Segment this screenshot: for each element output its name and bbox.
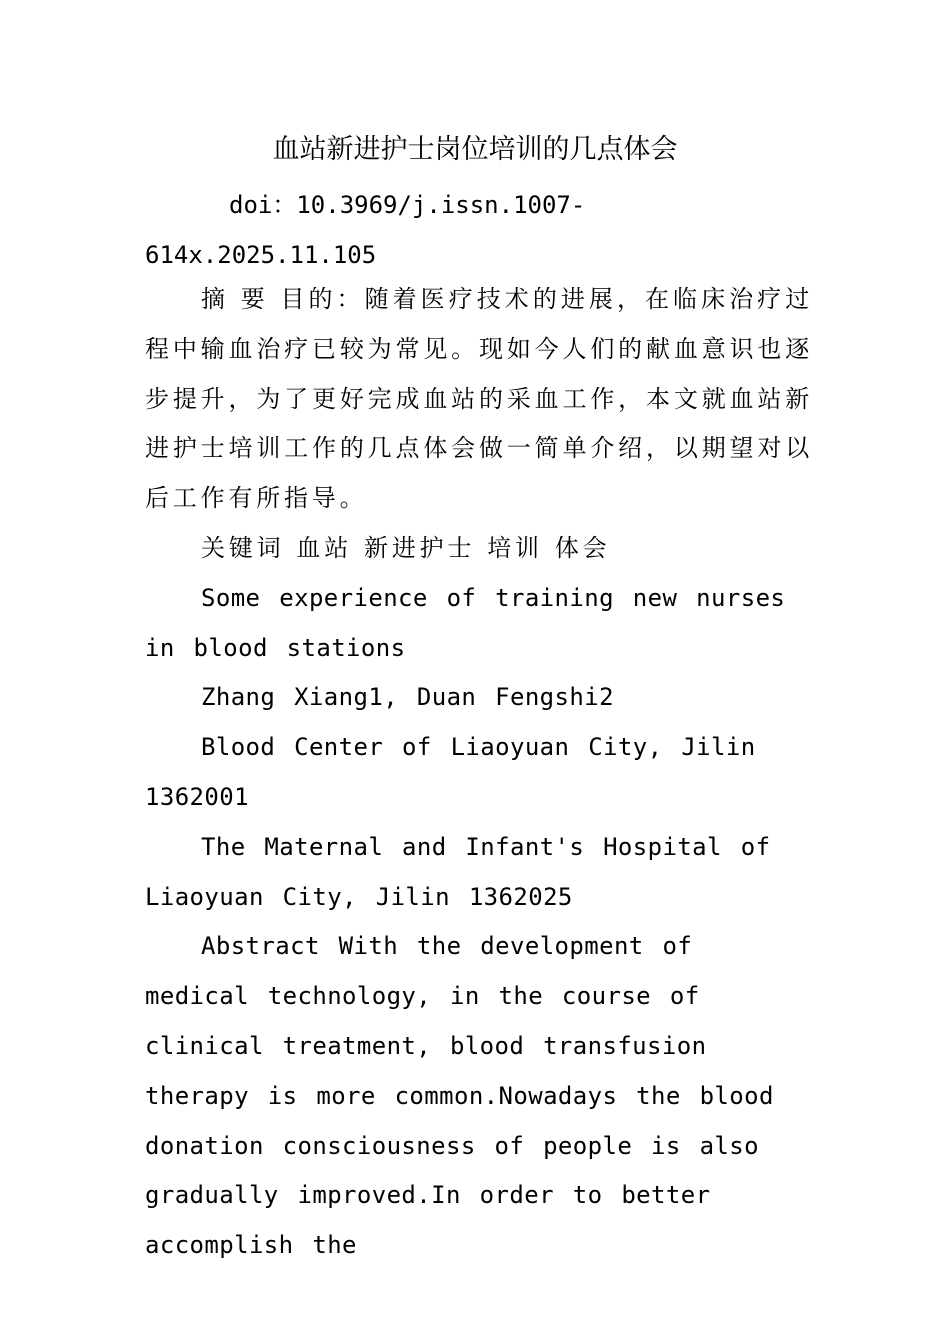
affiliation-2: The Maternal and Infant's Hospital of Liaoyuan City, Jilin 1362025 (145, 832, 771, 911)
abstract-en-label: Abstract (201, 932, 320, 961)
keywords-cn (145, 524, 813, 574)
affiliation-1: Blood Center of Liaoyuan City, Jilin 1362001 (145, 733, 756, 811)
document-title: 血站新进护士岗位培训的几点体会 (272, 134, 678, 165)
keyword: 血站 (296, 533, 353, 562)
abstract-cn-text: 目的：随着医疗技术的进展，在临床治疗过程中输血治疗已较为常见。现如今人们的献血意识也逐步提升，为了更好完成血站的采血工作，本文就血站新进护士培训工作的几点体会做一简单介绍，以期望对以后工作有所指导。 (145, 285, 813, 513)
abstract-cn-label: 摘 要 (201, 285, 269, 313)
document-body (145, 275, 813, 1271)
abstract-cn (145, 275, 813, 524)
doi-line-2: 614x.2025.11.105 (145, 241, 377, 269)
doi-block (145, 180, 825, 280)
doi-line-1: doi：10.3969/j.issn.1007- (229, 191, 586, 219)
keyword: 新进护士 (364, 533, 476, 562)
keywords-label: 关键词 (201, 533, 285, 562)
keyword: 培训 (487, 533, 543, 562)
abstract-en-text: With the development of medical technology, in the course of clinical treatment, blood transfusion therapy is more common.Nowadays the blood donation consciousness of people is also gradually improved.In order to better accomplish the (145, 932, 774, 1260)
abstract-en (145, 922, 813, 1271)
authors-en: Zhang Xiang1, Duan Fengshi2 (201, 683, 614, 712)
keyword: 体会 (554, 533, 611, 562)
title-en: Some experience of training new nurses in blood stations (145, 583, 786, 662)
